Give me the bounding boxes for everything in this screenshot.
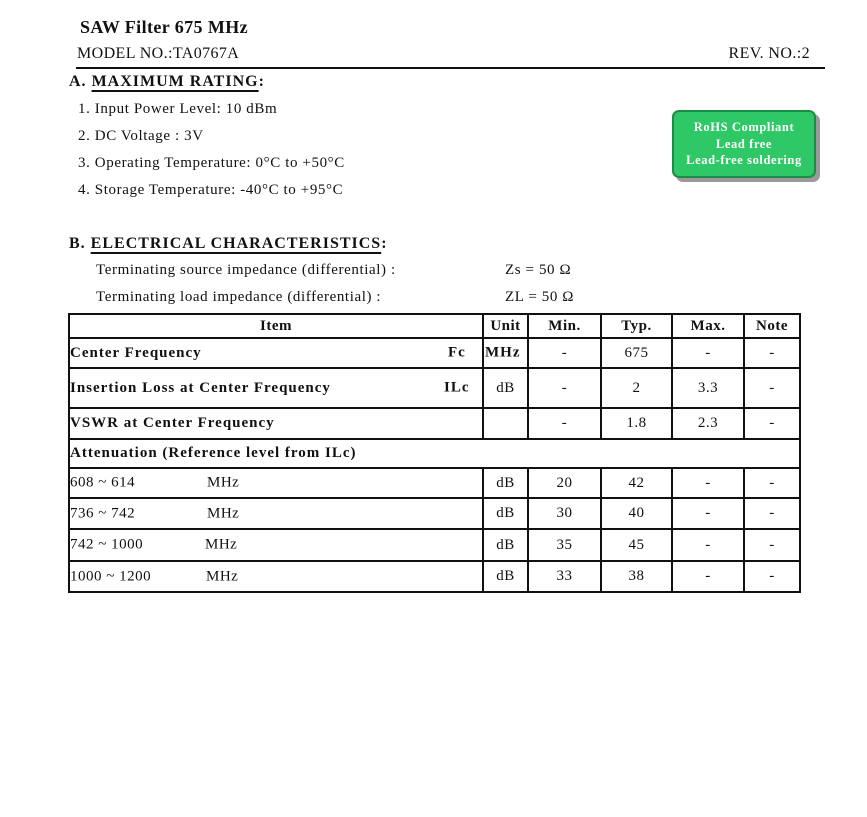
table-row [69, 529, 800, 561]
max-cell: 2.3 [672, 408, 744, 439]
section-b-suffix: : [381, 235, 388, 252]
table-row [69, 498, 800, 529]
range-unit: MHz [207, 474, 240, 491]
param-name: VSWR at Center Frequency [70, 415, 275, 431]
unit-cell: dB [483, 529, 528, 561]
range-cell [69, 529, 483, 561]
section-b-title: ELECTRICAL CHARACTERISTICS [90, 235, 382, 252]
param-cell [69, 338, 483, 368]
max-cell: - [672, 338, 744, 368]
header-unit: Unit [483, 314, 528, 338]
section-b-heading [69, 235, 388, 253]
header-note: Note [744, 314, 800, 338]
note-cell: - [744, 498, 800, 529]
range-unit: MHz [205, 536, 238, 553]
attenuation-heading: Attenuation (Reference level from ILc) [70, 445, 357, 461]
section-a-title: MAXIMUM RATING [91, 73, 259, 90]
min-cell: 35 [528, 529, 601, 561]
range-cell [69, 468, 483, 498]
unit-cell [483, 338, 528, 368]
param-cell [69, 368, 483, 408]
note-cell: - [744, 561, 800, 592]
table-header-row [69, 314, 800, 338]
unit-cell: dB [483, 468, 528, 498]
range-value: 742 ~ 1000 [70, 536, 144, 553]
rohs-compliance-badge [672, 110, 816, 178]
header-item: Item [69, 314, 483, 338]
source-impedance-value: Zs = 50 Ω [505, 262, 572, 278]
note-cell: - [744, 468, 800, 498]
table-row [69, 368, 800, 408]
source-impedance-label: Terminating source impedance (differential) : [96, 262, 396, 278]
min-cell: - [528, 368, 601, 408]
min-cell: 33 [528, 561, 601, 592]
range-cell [69, 561, 483, 592]
unit-cell: dB [483, 368, 528, 408]
typ-cell: 675 [601, 338, 672, 368]
attenuation-heading-cell [69, 439, 800, 468]
unit-cell: dB [483, 498, 528, 529]
param-name: Center Frequency [70, 344, 202, 361]
rohs-badge-line: Lead free [715, 136, 773, 151]
table-row [69, 439, 800, 468]
document-title: SAW Filter 675 MHz [80, 17, 249, 37]
max-cell: - [672, 498, 744, 529]
rohs-badge-line: RoHS Compliant [693, 120, 795, 135]
header-max: Max. [672, 314, 744, 338]
section-b-prefix: B. [69, 235, 91, 252]
revision-number: REV. NO.:2 [728, 45, 810, 62]
range-unit: MHz [206, 568, 239, 584]
typ-cell: 40 [601, 498, 672, 529]
section-a-heading [69, 73, 265, 91]
range-value: 608 ~ 614 [70, 474, 136, 491]
load-impedance-value: ZL = 50 Ω [505, 289, 575, 305]
note-cell: - [744, 368, 800, 408]
min-cell: - [528, 338, 601, 368]
range-value: 1000 ~ 1200 [70, 568, 152, 584]
header-min: Min. [528, 314, 601, 338]
param-symbol: Fc [448, 344, 466, 361]
min-cell: 20 [528, 468, 601, 498]
section-a-suffix: : [258, 73, 265, 90]
max-cell: - [672, 529, 744, 561]
typ-cell: 38 [601, 561, 672, 592]
min-cell: - [528, 408, 601, 439]
note-cell: - [744, 408, 800, 439]
unit-cell: dB [483, 561, 528, 592]
unit-cell [483, 408, 528, 439]
table-row [69, 468, 800, 498]
unit-value: MHz [485, 344, 521, 361]
header-divider [76, 67, 825, 69]
typ-cell: 1.8 [601, 408, 672, 439]
table-row [69, 408, 800, 439]
header-typ: Typ. [601, 314, 672, 338]
param-symbol: ILc [444, 379, 470, 396]
min-cell: 30 [528, 498, 601, 529]
range-cell [69, 498, 483, 529]
typ-cell: 2 [601, 368, 672, 408]
note-cell: - [744, 529, 800, 561]
load-impedance-label: Terminating load impedance (differential) : [96, 289, 382, 305]
model-number: MODEL NO.:TA0767A [77, 45, 240, 62]
rating-item: 3. Operating Temperature: 0°C to +50°C [78, 155, 345, 171]
table-row [69, 561, 800, 592]
section-a-prefix: A. [69, 73, 92, 90]
typ-cell: 45 [601, 529, 672, 561]
max-cell: 3.3 [672, 368, 744, 408]
range-value: 736 ~ 742 [70, 505, 136, 521]
rohs-badge-line: Lead-free soldering [686, 153, 802, 168]
max-cell: - [672, 561, 744, 592]
rating-item: 2. DC Voltage : 3V [78, 128, 204, 144]
rating-item: 4. Storage Temperature: -40°C to +95°C [78, 182, 344, 198]
range-unit: MHz [207, 505, 240, 521]
param-name: Insertion Loss at Center Frequency [70, 379, 331, 396]
typ-cell: 42 [601, 468, 672, 498]
max-cell: - [672, 468, 744, 498]
electrical-characteristics-table [68, 313, 801, 593]
table-row [69, 338, 800, 368]
note-cell: - [744, 338, 800, 368]
rating-item: 1. Input Power Level: 10 dBm [78, 101, 278, 117]
param-cell [69, 408, 483, 439]
